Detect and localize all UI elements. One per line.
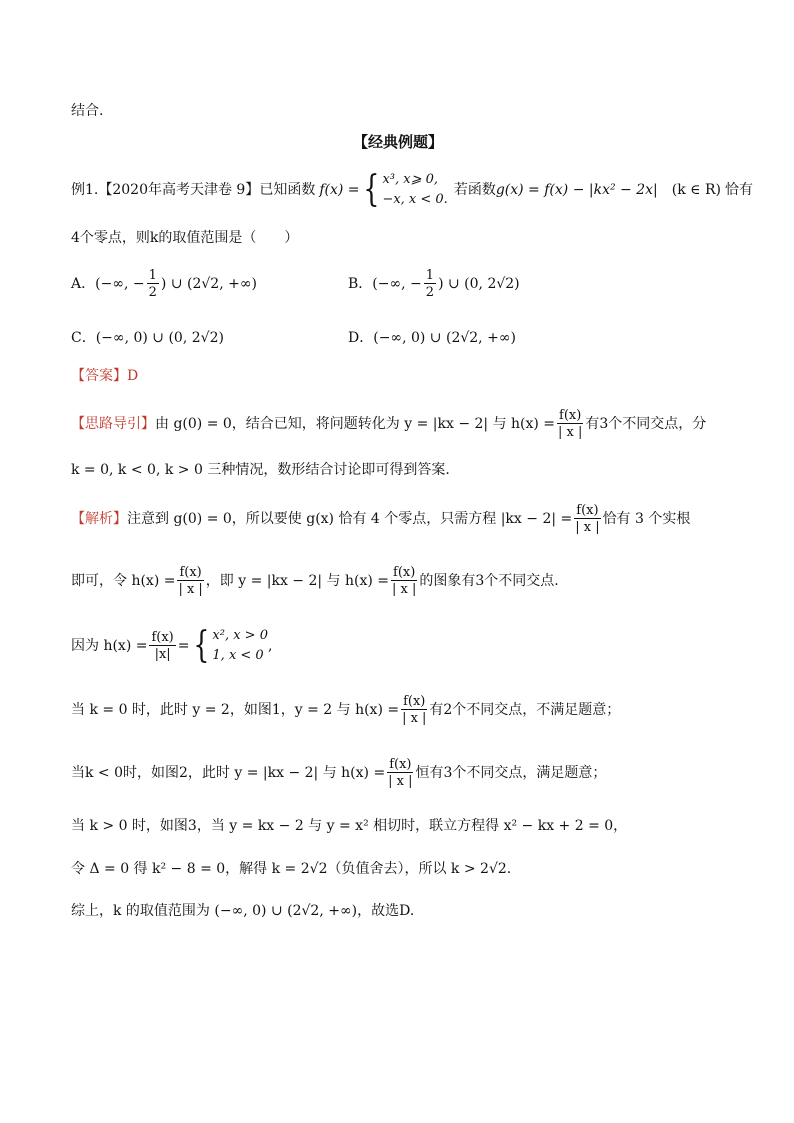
case-1: x³, x⩾ 0, <box>382 172 439 187</box>
option-a-part1: (−∞, − <box>95 276 145 292</box>
analysis-line7: 令 Δ = 0 得 k² − 8 = 0，解得 k = 2√2（负值舍去），所以 k > 2√2. <box>71 861 512 877</box>
section-heading: 【经典例题】 <box>353 133 444 151</box>
analysis-l2-frac2-den: | x | <box>392 582 417 597</box>
analysis-l1-fraction <box>574 504 600 534</box>
answer <box>71 369 138 383</box>
analysis-l2-frac-den: | x | <box>178 582 203 597</box>
analysis-l1-frac-den: | x | <box>575 520 600 535</box>
analysis-l1-frac-num: f(x) <box>576 503 599 518</box>
answer-label: 【答案】 <box>71 368 127 384</box>
example-mid: 若函数 <box>453 182 496 198</box>
option-a-part2: ) ∪ (2√2, +∞) <box>160 276 257 292</box>
left-brace-icon: { <box>362 169 380 210</box>
analysis-line3 <box>71 624 272 668</box>
analysis-l5-frac-den: | x | <box>388 774 413 789</box>
analysis-line6: 当 k > 0 时，如图3，当 y = kx − 2 与 y = x² 相切时，联立方程得 x² − kx + 2 = 0， <box>71 818 628 834</box>
analysis-line5 <box>71 751 606 795</box>
k-domain: (k ∈ R) <box>671 182 721 198</box>
analysis-l4-frac-den: | x | <box>402 711 427 726</box>
option-b-frac-num: 1 <box>425 268 435 283</box>
gx-definition: g(x) = f(x) − |kx² − 2x| <box>495 182 658 198</box>
analysis-l4-frac-num: f(x) <box>403 694 426 709</box>
option-b-part2: ) ∪ (0, 2√2) <box>438 276 520 292</box>
option-a-frac-num: 1 <box>148 268 157 283</box>
h-case-2: 1, x < 0 <box>212 648 264 663</box>
analysis-l4-part1: 当 k = 0 时，此时 y = 2，如图1，y = 2 与 h(x) = <box>71 702 400 718</box>
analysis-l3-part1: 因为 h(x) = <box>71 638 148 654</box>
example-line1-end: 恰有 <box>724 182 753 198</box>
analysis-l2-part1: 即可，令 h(x) = <box>71 573 176 589</box>
analysis-label: 【解析】 <box>71 511 127 527</box>
fx-definition: f(x) = <box>319 182 360 198</box>
analysis-l3-frac-num: f(x) <box>151 630 174 645</box>
analysis-l2-frac2-num: f(x) <box>393 565 416 580</box>
option-c-text: (−∞, 0) ∪ (0, 2√2) <box>95 330 224 346</box>
option-c <box>71 331 224 345</box>
analysis-l3-fraction <box>149 631 175 661</box>
analysis-l2-frac-num: f(x) <box>179 565 202 580</box>
hint-part2: 有3个不同交点，分 <box>585 416 707 432</box>
hint-fraction <box>557 409 583 439</box>
analysis-l4-fraction <box>401 695 427 725</box>
option-a-fraction <box>147 269 159 299</box>
option-a-frac-den: 2 <box>148 285 157 300</box>
option-a <box>71 264 257 304</box>
hint-label: 【思路导引】 <box>71 416 155 432</box>
h-piecewise-cases <box>212 626 268 666</box>
analysis-l2-part2: ，即 y = |kx − 2| 与 h(x) = <box>205 573 390 589</box>
analysis-line2 <box>71 559 559 603</box>
option-b-label: B． <box>348 276 373 292</box>
analysis-l5-fraction <box>387 758 413 788</box>
case-2: −x, x < 0. <box>382 192 448 207</box>
analysis-l5-part1: 当k < 0时，如图2，此时 y = |kx − 2| 与 h(x) = <box>71 765 386 781</box>
analysis-l2-fraction <box>177 566 203 596</box>
analysis-l3-eq: = <box>177 638 190 654</box>
analysis-l2-fraction2 <box>391 566 417 596</box>
analysis-l5-part2: 恒有3个不同交点，满足题意； <box>415 765 607 781</box>
analysis-line8: 综上，k 的取值范围为 (−∞, 0) ∪ (2√2, +∞)，故选D. <box>71 903 415 919</box>
example-statement <box>71 170 753 210</box>
option-b <box>348 264 520 304</box>
analysis-l1-part1: 注意到 g(0) = 0，所以要使 g(x) 恰有 4 个零点，只需方程 |kx − 2| = <box>127 511 573 527</box>
analysis-line1 <box>71 497 690 541</box>
analysis-l3-frac-den: |x| <box>154 647 171 662</box>
hint-part1: 由 g(0) = 0，结合已知，将问题转化为 y = |kx − 2| 与 h(x) = <box>155 416 556 432</box>
option-c-label: C． <box>71 330 96 346</box>
hint-line1 <box>71 402 706 446</box>
analysis-l5-frac-num: f(x) <box>389 757 412 772</box>
analysis-l1-part2: 恰有 3 个实根 <box>602 511 691 527</box>
hint-line2: k = 0, k < 0, k > 0 三种情况，数形结合讨论即可得到答案. <box>71 462 450 478</box>
analysis-l4-part2: 有2个不同交点，不满足题意； <box>429 702 621 718</box>
example-prefix: 例1.【2020年高考天津卷 9】已知函数 <box>71 182 316 198</box>
option-d <box>348 331 516 345</box>
option-b-frac-den: 2 <box>425 285 435 300</box>
left-brace-icon: { <box>192 625 209 666</box>
option-d-label: D． <box>348 330 374 346</box>
hint-frac-den: | x | <box>558 425 583 440</box>
answer-value: D <box>127 368 139 384</box>
option-b-fraction <box>424 269 436 299</box>
piecewise-cases <box>382 170 447 210</box>
example-line2: 4个零点，则k的取值范围是（ ） <box>71 230 299 246</box>
option-d-text: (−∞, 0) ∪ (2√2, +∞) <box>373 330 516 346</box>
analysis-line4 <box>71 688 620 732</box>
analysis-l3-end: , <box>267 638 273 654</box>
analysis-l2-part3: 的图象有3个不同交点. <box>419 573 559 589</box>
h-case-1: x², x > 0 <box>212 628 268 643</box>
intro-text: 结合. <box>71 103 104 119</box>
option-a-label: A． <box>71 276 96 292</box>
option-b-part1: (−∞, − <box>372 276 422 292</box>
hint-frac-num: f(x) <box>559 408 582 423</box>
